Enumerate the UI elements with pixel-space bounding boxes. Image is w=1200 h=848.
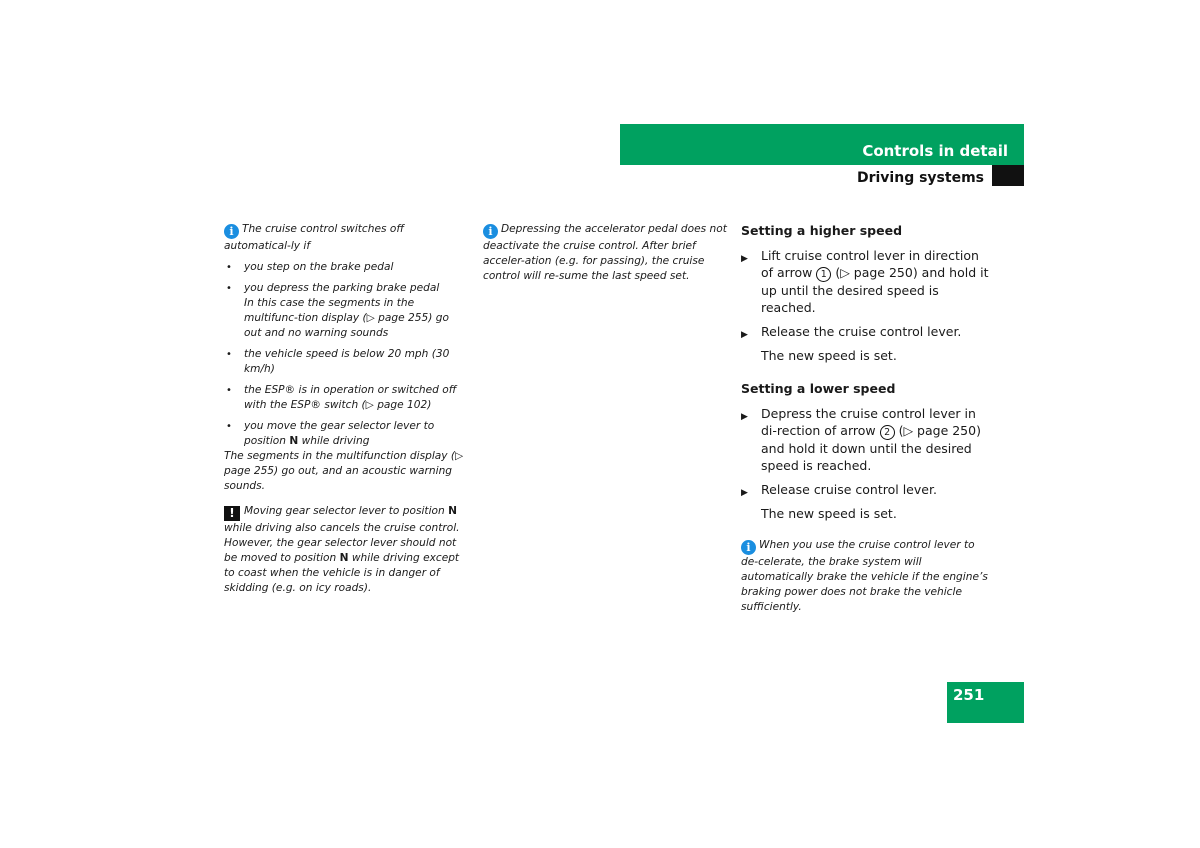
arrow-number-badge: 1 bbox=[816, 267, 831, 282]
step-text: Lift cruise control lever in direction of arrow bbox=[761, 248, 979, 280]
list-item-text: the vehicle speed is below 20 mph (30 km/h) bbox=[244, 348, 450, 375]
gear-position-n: N bbox=[289, 435, 299, 447]
lower-speed-heading: Setting a lower speed bbox=[741, 381, 896, 396]
info-note-text: Depressing the accelerator pedal does not deactivate the cruise control. After brief acceler-ation (e.g. for passing), the cruise control will re-sume the last speed set. bbox=[483, 223, 727, 282]
segments-warning-text: The segments in the multifunction display (▷ page 255) go out, and an acoustic warning sounds. bbox=[224, 450, 464, 492]
step-result: The new speed is set. bbox=[761, 506, 897, 521]
list-item bbox=[224, 419, 468, 449]
section-title: Controls in detail bbox=[862, 142, 1008, 160]
step-item bbox=[741, 481, 991, 498]
step-text: (▷ page 250) and hold it up until the desired speed is reached. bbox=[761, 265, 989, 315]
warning-text: Moving gear selector lever to position bbox=[244, 505, 445, 517]
arrow-number-badge: 2 bbox=[880, 425, 895, 440]
step-text: Release the cruise control lever. bbox=[761, 324, 962, 339]
info-note-cruise-off bbox=[224, 222, 468, 254]
bullet-sub-note: In this case the segments in the multifunc-tion display (▷ page 255) go out and no warning sounds bbox=[244, 297, 449, 339]
subsection-title: Driving systems bbox=[856, 170, 984, 186]
list-item-text: you move the gear selector lever to position bbox=[244, 420, 435, 447]
info-note-text: When you use the cruise control lever to de-celerate, the brake system will automatically brake the vehicle if the engine’s braking power does not brake the vehicle sufficiently. bbox=[741, 539, 988, 613]
step-text: (▷ page 250) and hold it down until the desired speed is reached. bbox=[761, 423, 981, 473]
info-icon: i bbox=[741, 540, 756, 555]
page-number: 251 bbox=[953, 686, 985, 704]
info-note-text: The cruise control switches off automatical-ly if bbox=[224, 223, 404, 252]
subsection-header bbox=[620, 165, 1024, 187]
list-item bbox=[224, 281, 468, 296]
higher-speed-heading: Setting a higher speed bbox=[741, 223, 903, 238]
page-number-box bbox=[947, 682, 1024, 723]
info-note-brake-system bbox=[741, 538, 991, 615]
cruise-off-conditions-list-continued bbox=[224, 347, 468, 449]
step-arrow-icon: ▶ bbox=[741, 254, 748, 264]
step-text: Release cruise control lever. bbox=[761, 482, 937, 497]
column-middle bbox=[483, 222, 729, 290]
list-item-text: while driving bbox=[301, 435, 370, 447]
cruise-off-conditions-list bbox=[224, 260, 468, 296]
step-arrow-icon: ▶ bbox=[741, 330, 748, 340]
column-right bbox=[741, 222, 991, 621]
section-header-bar bbox=[620, 124, 1024, 165]
info-note-accelerator bbox=[483, 222, 729, 284]
list-item bbox=[224, 347, 468, 377]
list-item bbox=[224, 260, 468, 275]
gear-position-n: N bbox=[339, 552, 349, 564]
info-icon: i bbox=[224, 224, 239, 239]
step-arrow-icon: ▶ bbox=[741, 412, 748, 422]
info-icon: i bbox=[483, 224, 498, 239]
list-item-text: you depress the parking brake pedal bbox=[244, 282, 440, 294]
warning-icon: ! bbox=[224, 506, 240, 521]
column-left bbox=[224, 222, 468, 602]
list-item bbox=[224, 383, 468, 413]
warning-text: while driving also cancels the cruise control. However, the gear selector lever should not be moved to position bbox=[224, 522, 460, 564]
step-item bbox=[741, 323, 991, 340]
warning-note bbox=[224, 504, 468, 596]
list-item-text: the ESP® is in operation or switched off with the ESP® switch (▷ page 102) bbox=[244, 384, 457, 411]
step-arrow-icon: ▶ bbox=[741, 488, 748, 498]
step-item bbox=[741, 247, 991, 316]
gear-position-n: N bbox=[448, 505, 457, 517]
step-result: The new speed is set. bbox=[761, 348, 897, 363]
subsection-marker bbox=[992, 165, 1024, 186]
list-item-text: you step on the brake pedal bbox=[244, 261, 394, 273]
step-item bbox=[741, 405, 991, 474]
warning-text: while driving except to coast when the vehicle is in danger of skidding (e.g. on icy roads). bbox=[224, 552, 460, 594]
step-text: Depress the cruise control lever in di-rection of arrow bbox=[761, 406, 976, 438]
